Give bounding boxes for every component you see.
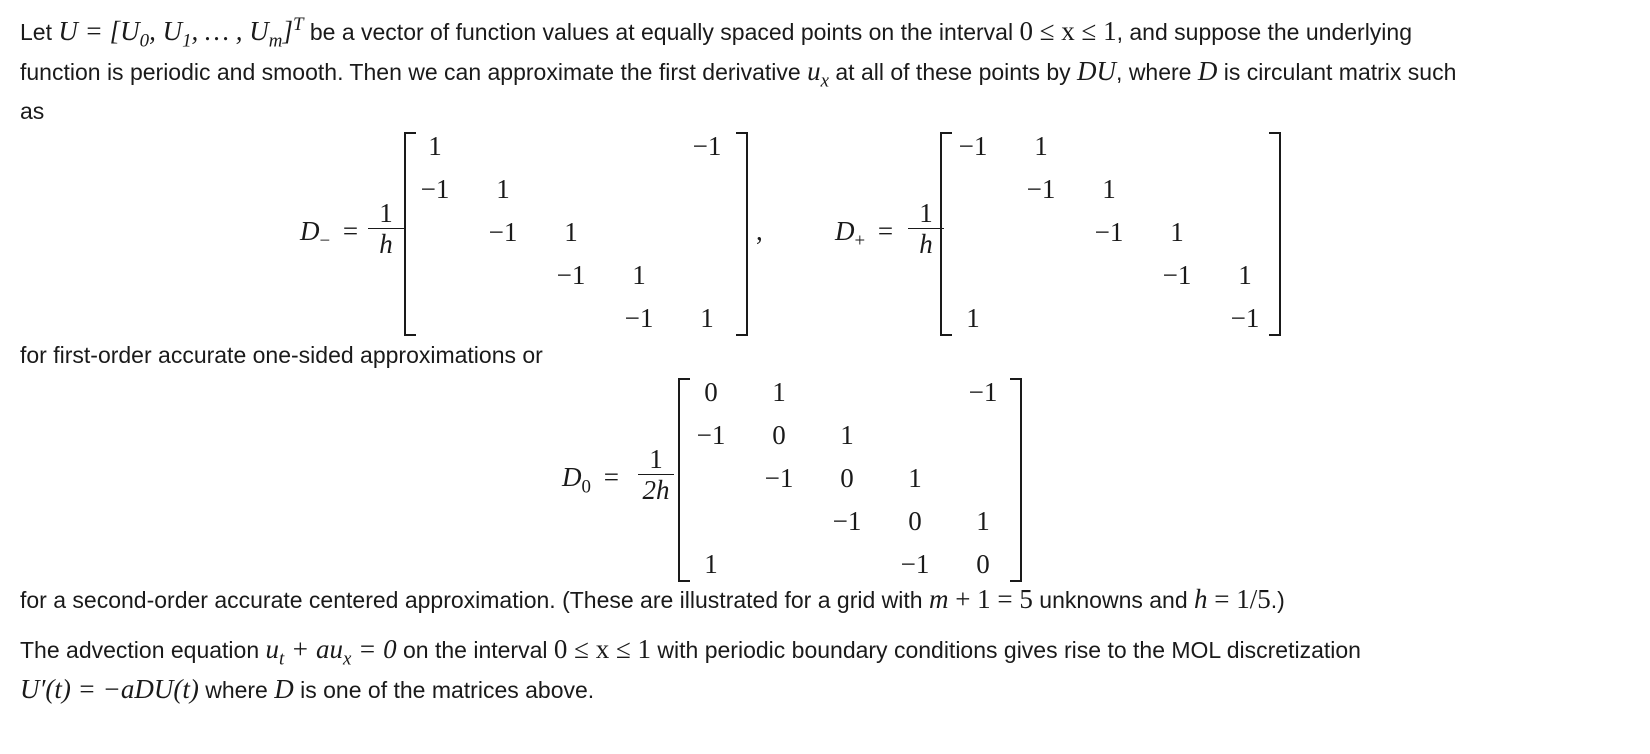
matrix-cell: −1: [1230, 303, 1260, 333]
matrix-lhs: $D_0$ =: [562, 462, 619, 498]
matrix-lhs: $D_-$ =: [300, 216, 359, 252]
matrix-cell: 0: [772, 420, 786, 450]
matrix-cell: 1: [1034, 131, 1048, 161]
matrix-cell: −1: [420, 174, 450, 204]
matrix-cell: 1: [428, 131, 442, 161]
matrix-scale-fraction: 1 h: [904, 198, 948, 259]
matrix-cell: 0: [704, 377, 718, 407]
matrix-cell: −1: [968, 377, 998, 407]
math-ux: $u_x$: [807, 56, 829, 92]
matrix-cell: 1: [1238, 260, 1252, 290]
matrix-cell: −1: [958, 131, 988, 161]
math-interval: 0 ≤ x ≤ 1: [1019, 16, 1117, 46]
matrix-cell: 1: [908, 463, 922, 493]
paragraph-3-line-2: U′(t) = −aDU(t) where D is one of the matrices above.: [20, 674, 595, 704]
matrix-cell: 1: [840, 420, 854, 450]
paragraph-1-line-3: as: [20, 98, 45, 124]
paragraph-1-line-2: function is periodic and smooth. Then we can approximate the first derivative $u_x$ at all of these points by DU, where D is circulant matrix such: [20, 56, 1457, 92]
matrix-cell: −1: [900, 549, 930, 579]
matrix-cell: 1: [976, 506, 990, 536]
paragraph-2: for a second-order accurate centered approximation. (These are illustrated for a grid with m + 1 = 5 unknowns and h = 1/5.): [20, 584, 1285, 614]
math-d-2: D: [274, 674, 294, 704]
matrix-cell: −1: [488, 217, 518, 247]
math-interval-2: 0 ≤ x ≤ 1: [553, 634, 652, 664]
matrix-cell: −1: [832, 506, 862, 536]
matrix-cell: −1: [624, 303, 654, 333]
matrix-cell: −1: [764, 463, 794, 493]
matrix-cell: 1: [632, 260, 646, 290]
matrix-lhs: $D_+$ =: [835, 216, 894, 252]
math-grid-count: m + 1 = 5: [928, 584, 1033, 614]
matrix-scale-fraction: 1 h: [364, 198, 408, 259]
matrix-cell: 0: [908, 506, 922, 536]
matrix-scale-fraction: 1 2h: [634, 444, 678, 505]
matrix-cell: 1: [564, 217, 578, 247]
matrix-left-bracket: [404, 132, 416, 336]
matrix-cell: 1: [700, 303, 714, 333]
matrix-cell: 0: [840, 463, 854, 493]
paragraph-3-line-1: The advection equation $u_t + au_x = 0$ on the interval 0 ≤ x ≤ 1 with periodic boundary conditions gives rise to the MOL discretization: [20, 634, 1361, 670]
math-d: D: [1197, 56, 1218, 86]
paragraph-1-line-1: Let $U = [U_0$, $U_1$, … , $U_m]^T$ be a vector of function values at equally spaced points on the interval 0 ≤ x ≤ 1, and suppose the underlying: [20, 14, 1412, 52]
matrix-cell: 1: [496, 174, 510, 204]
mid-text: for first-order accurate one-sided approximations or: [20, 342, 543, 368]
matrix-cell: 0: [976, 549, 990, 579]
matrix-cell: −1: [1162, 260, 1192, 290]
matrix-cell: −1: [556, 260, 586, 290]
matrix-cell: −1: [1094, 217, 1124, 247]
matrix-cell: 1: [1170, 217, 1184, 247]
matrix-cell: 1: [772, 377, 786, 407]
matrix-cell: 1: [966, 303, 980, 333]
math-vector-u: $U = [U_0$, $U_1$, … , $U_m]^T$: [58, 14, 304, 52]
matrix-cell: 1: [1102, 174, 1116, 204]
math-h-value: h = 1/5: [1194, 584, 1271, 614]
matrix-cell: −1: [692, 131, 722, 161]
matrix-cell: −1: [696, 420, 726, 450]
math-advection-equation: $u_t + au_x = 0$: [265, 634, 397, 670]
math-du: DU: [1077, 56, 1117, 86]
matrix-cell: 1: [704, 549, 718, 579]
matrix-cell: −1: [1026, 174, 1056, 204]
math-mol-discretization: U′(t) = −aDU(t): [20, 674, 199, 704]
matrix-trailing-comma: ,: [756, 216, 763, 246]
